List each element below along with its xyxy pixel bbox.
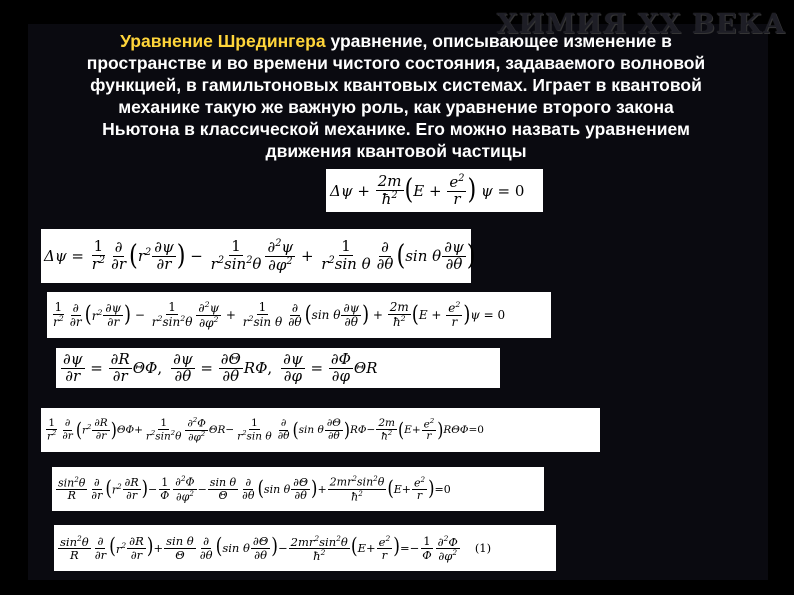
equation-separation: $\frac{\partial\psi}{\partial r}$ = $\frac{\partial R}{\partial r}$ ΘΦ , $\frac{\partial\psi}{\partial\theta}$ = $\frac{\partial\Theta}{\partial\theta}$ RΦ , $\frac{\partial\psi}{\partial\varphi}$ = $\frac{\partial\Phi}{\partial\varphi}$ ΘR (56, 348, 500, 388)
title-line-3: функцией, в гамильтоновых квантовых системах. Играет в квантовой (90, 75, 702, 95)
slide-title (20, 30, 772, 162)
title-line-2: пространстве и во времени чистого состояния, задаваемого волновой (86, 53, 706, 73)
title-line-1-rest: уравнение, описывающее изменение в (325, 31, 672, 51)
equation-rearranged: $\frac{\sin^2\theta}{R}$ $\frac{\partial}{\partial r}$ ( $r^2$ $\frac{\partial R}{\partial r}$ ) + $\frac{\text{sin θ}}{\Theta}$ $\frac{\partial}{\partial\theta}$ ( sin θ $\frac{\partial\Theta}{\partial\theta}$ ) − $\frac{2mr^2\sin^2\theta}{ħ^2}$ ( E + $\frac{e^2}{r}$ ) =− $\frac{1}{\Phi}$ $\frac{\partial^2\Phi}{\partial\varphi^2}$ (1) (54, 525, 556, 571)
title-line-4: механике такую же важную роль, как уравнение второго закона (118, 97, 674, 117)
equation-multiplied: $\frac{\sin^2\theta}{R}$ $\frac{\partial}{\partial r}$ ( $r^2$ $\frac{\partial R}{\partial r}$ ) − $\frac{1}{\Phi}$ $\frac{\partial^2\Phi}{\partial\varphi^2}$ − $\frac{\text{sin θ}}{\Theta}$ $\frac{\partial}{\partial\theta}$ ( sin θ $\frac{\partial\Theta}{\partial\theta}$ ) + $\frac{2mr^2\sin^2\theta}{ħ^2}$ ( E + $\frac{e^2}{r}$ ) =0 (52, 467, 544, 511)
equation-schrodinger: Δψ + $\frac{2m}{ħ^2}$ ( E + $\frac{e^2}{r}$ ) ψ = 0 (326, 169, 543, 212)
title-term: Уравнение Шредингера (120, 31, 326, 51)
title-line-5: Ньютона в классической механике. Его можно назвать уравнением (102, 119, 690, 139)
equation-substituted: $\frac{1}{r^2}$ $\frac{\partial}{\partial r}$ ( $r^2$ $\frac{\partial R}{\partial r}$ ) ΘΦ + $\frac{1}{r^2\sin^2\theta}$ $\frac{\partial^2\Phi}{\partial\varphi^2}$ ΘR − $\frac{1}{r^2\sin \theta}$ $\frac{\partial}{\partial\theta}$ ( sin θ $\frac{\partial\Theta}{\partial\theta}$ ) RΦ − $\frac{2m}{ħ^2}$ ( E + $\frac{e^2}{r}$ ) RΘΦ =0 (41, 408, 600, 452)
equation-expanded: $\frac{1}{r^2}$ $\frac{\partial}{\partial r}$ ( $r^2$ $\frac{\partial\psi}{\partial r}$ ) − $\frac{1}{r^2\sin^2\theta}$ $\frac{\partial^2\psi}{\partial\varphi^2}$ + $\frac{1}{r^2\sin \theta}$ $\frac{\partial}{\partial\theta}$ ( sin θ $\frac{\partial\psi}{\partial\theta}$ ) + $\frac{2m}{ħ^2}$ ( E + $\frac{e^2}{r}$ ) ψ = 0 (47, 292, 551, 338)
title-line-6: движения квантовой частицы (265, 141, 527, 161)
equation-tag: (1) (474, 541, 492, 555)
equation-laplacian-spherical: Δψ = $\frac{1}{r^2}$ $\frac{\partial}{\partial r}$ ( $r^2$ $\frac{\partial\psi}{\partial r}$ ) − $\frac{1}{r^2\sin^2\theta}$ $\frac{\partial^2\psi}{\partial\varphi^2}$ + $\frac{1}{r^2\sin \theta}$ $\frac{\partial}{\partial\theta}$ ( sin θ $\frac{\partial\psi}{\partial\theta}$ ) (41, 229, 471, 283)
watermark-logo: ХИМИЯ XX ВЕКА (496, 9, 786, 40)
title-line-1 (20, 30, 772, 52)
